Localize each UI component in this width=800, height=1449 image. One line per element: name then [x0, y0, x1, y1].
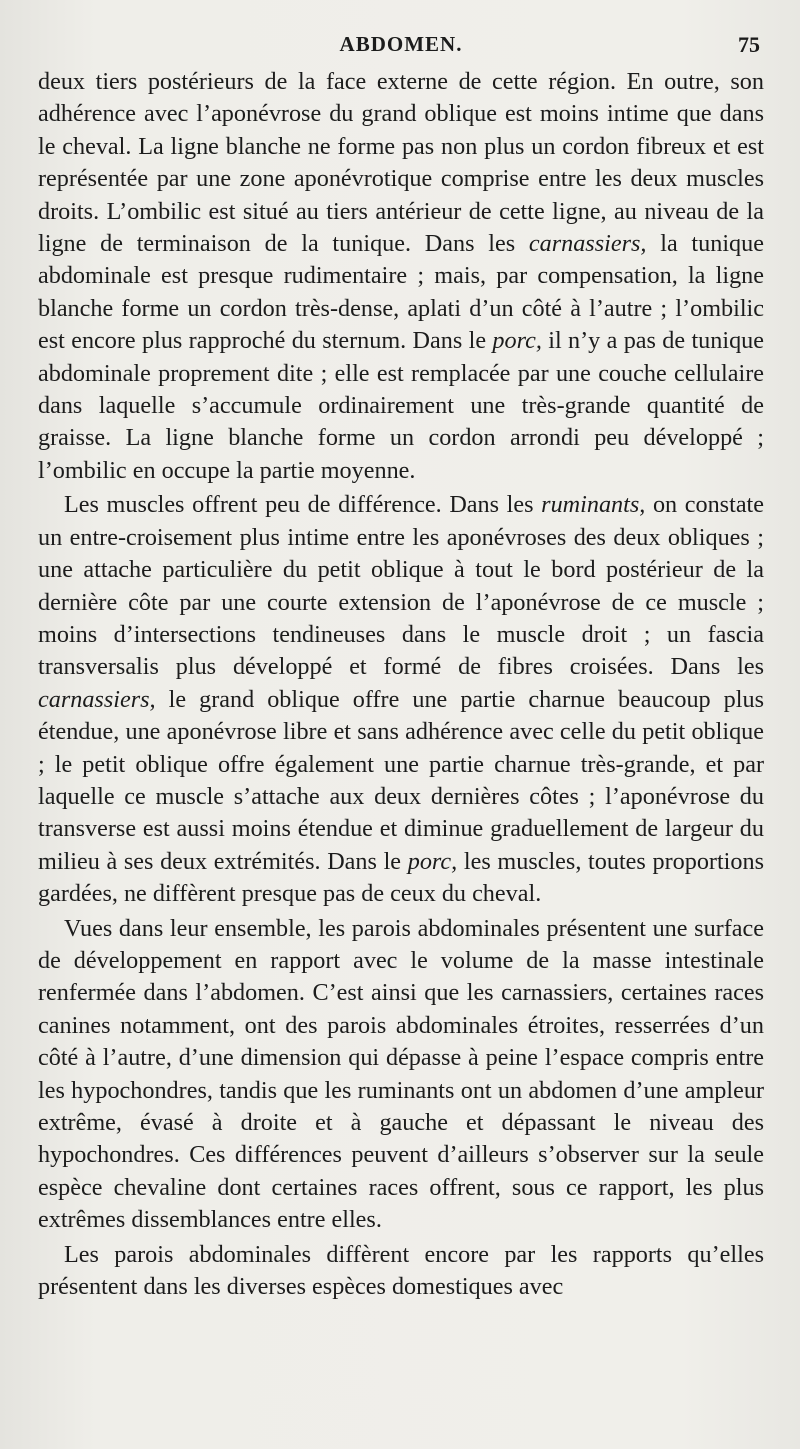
text-segment: on constate un entre-croisement plus intime entre les aponévroses des deux obliques ; une attache particulière du petit oblique à tout le bord postérieur de la dernière côte par une courte extension de l’aponévrose de ce muscle ; moins d’intersections tendineuses dans le muscle droit ; un fascia transversalis plus développé et formé de fibres croisées. Dans les [38, 491, 765, 681]
paragraph-1 [38, 66, 764, 487]
paragraph-4 [38, 1239, 764, 1304]
text-segment: Vues dans leur ensemble, les parois abdominales présentent une surface de développement en rapport avec le volume de la masse intestinale renfermée dans l’abdomen. C’est ainsi que les carnassiers, certaines races canines notamment, ont des parois abdominales étroites, resserrées d’un côté à l’autre, d’une dimension qui dépasse à peine l’espace compris entre les hypochondres, tandis que les ruminants ont un abdomen d’une ampleur extrême, évasé à droite et à gauche et dépassant le niveau des hypochondres. Ces différences peuvent d’ailleurs s’observer sur la seule espèce chevaline dont certaines races offrent, sous ce rapport, les plus extrêmes dissemblances entre elles. [38, 914, 764, 1234]
italic-term: ruminants, [541, 491, 646, 519]
text-segment: les muscles, toutes proportions gardées, ne diffèrent presque pas de ceux du cheval. [38, 847, 765, 908]
italic-term: porc, [492, 327, 542, 355]
text-segment: Les muscles offrent peu de différence. Dans les [64, 491, 542, 519]
running-title: ABDOMEN. [339, 32, 463, 56]
text-segment: Les parois abdominales diffèrent encore par les rapports qu’elles présentent dans les diverses espèces domestiques avec [38, 1240, 764, 1301]
text-segment: deux tiers postérieurs de la face externe de cette région. En outre, son adhérence avec l’aponévrose du grand oblique est moins intime que dans le cheval. La ligne blanche ne forme pas non plus un cordon fibreux et est représentée par une zone aponévrotique comprise entre les deux muscles droits. L’ombilic est situé au tiers antérieur de cette ligne, au niveau de la ligne de terminaison de la tunique. Dans les [38, 68, 764, 258]
paragraph-3 [38, 913, 764, 1237]
italic-term: carnassiers, [528, 230, 647, 258]
body-text [38, 66, 764, 1303]
italic-term: carnassiers, [38, 685, 156, 713]
text-segment: le grand oblique offre une partie charnue beaucoup plus étendue, une aponévrose libre et sans adhérence avec celle du petit oblique ; le petit oblique offre également une partie charnue très-grande, et par laquelle ce muscle s’attache aux deux dernières côtes ; l’aponévrose du transverse est aussi moins étendue et diminue graduellement de largeur du milieu à ses deux extrémités. Dans le [38, 685, 764, 875]
italic-term: porc, [407, 847, 458, 875]
running-head [38, 26, 764, 66]
text-segment: la tunique abdominale est presque rudimentaire ; mais, par compensation, la ligne blanche forme un cordon très-dense, aplati d’un côté à l’autre ; l’ombilic est encore plus rapproché du sternum. Dans le [38, 230, 764, 355]
paragraph-2 [38, 489, 764, 910]
page-number: 75 [738, 32, 760, 57]
text-segment: il n’y a pas de tunique abdominale proprement dite ; elle est remplacée par une couche cellulaire dans laquelle s’accumule ordinairement une très-grande quantité de graisse. La ligne blanche forme un cordon arrondi peu développé ; l’ombilic en occupe la partie moyenne. [38, 327, 765, 484]
